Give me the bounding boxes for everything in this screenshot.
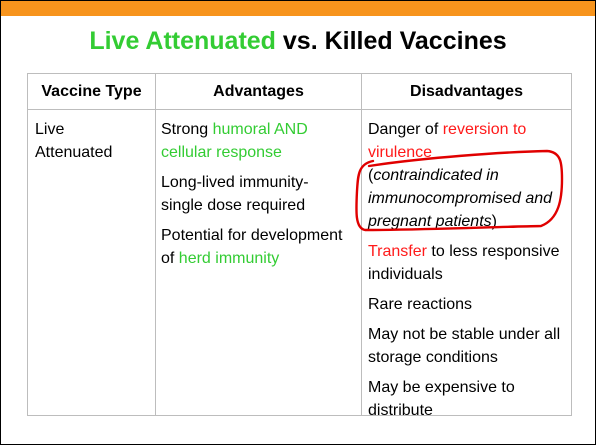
disadvantage-item-1-text: Danger of	[368, 121, 443, 138]
disadvantage-item-3: Rare reactions	[368, 296, 473, 313]
advantage-item-3-text: Potential for development of	[161, 227, 343, 267]
disadvantage-item-2-highlight: Transfer	[368, 243, 427, 260]
header-vaccine-type: Vaccine Type	[41, 83, 142, 100]
vaccine-type-line-1: Live	[35, 121, 65, 138]
advantage-item-1-text: Strong	[161, 121, 213, 138]
header-disadvantages: Disadvantages	[410, 83, 523, 100]
vaccine-type-line-2: Attenuated	[35, 144, 113, 161]
note-italic-text: contraindicated in immunocompromised and pregnant patients	[368, 167, 553, 230]
red-annotation-circle	[1, 1, 595, 444]
advantage-item-3-highlight: herd immunity	[178, 250, 280, 267]
disadvantage-item-2-text: to less responsive individuals	[368, 243, 560, 283]
advantage-item-2: Long-lived immunity-single dose required	[161, 174, 309, 214]
title-rest: vs. Killed Vaccines	[275, 27, 507, 55]
header-advantages: Advantages	[213, 83, 304, 100]
disadvantage-item-1-highlight: reversion to virulence	[368, 121, 527, 161]
advantage-item-1-highlight: humoral AND cellular response	[161, 121, 308, 161]
title-highlight: Live Attenuated	[89, 27, 276, 55]
note-close-paren: )	[491, 213, 497, 230]
disadvantage-item-4: May not be stable under all storage conditions	[368, 326, 561, 366]
disadvantage-item-5: May be expensive to distribute	[368, 379, 515, 419]
note-open-paren: (	[368, 167, 374, 184]
